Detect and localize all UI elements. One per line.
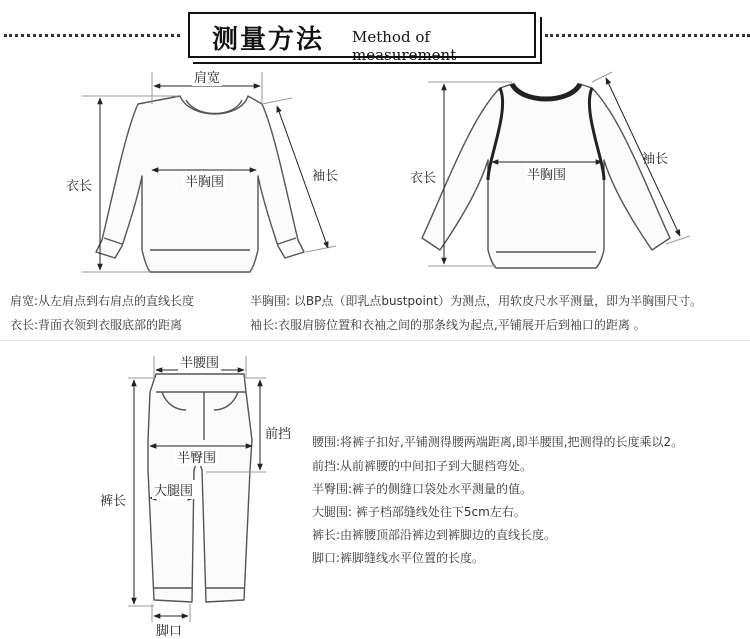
- half-chest-label: 半胸围: [183, 171, 226, 190]
- front-rise-label: 前挡: [265, 427, 292, 442]
- pants-length-description: 裤长:由裤腰顶部沿裤边到裤脚边的直线长度。: [312, 528, 557, 542]
- pants-length-label: 裤长: [100, 494, 127, 509]
- shirt-length-description: 衣长:背面衣领到衣服底部的距离: [10, 318, 183, 332]
- hem-label: 脚口: [156, 624, 183, 639]
- front-rise-description: 前挡:从前裤腰的中间扣子到大腿档弯处。: [312, 459, 533, 473]
- raglan-length-label: 衣长: [410, 171, 437, 186]
- waist-description: 腰围:将裤子扣好,平铺测得腰两端距离,即半腰围,把测得的长度乘以2。: [312, 435, 684, 449]
- title-chinese: 测量方法: [212, 25, 325, 55]
- thigh-label: 大腿围: [152, 480, 195, 499]
- half-hip-label: 半臀围: [175, 447, 218, 466]
- half-chest-description: 半胸围: 以BP点（即乳点bustpoint）为测点，用软皮尺水平测量，即为半胸围尺寸。: [250, 294, 703, 308]
- half-waist-label: 半腰围: [178, 352, 221, 371]
- raglan-sleeve-label: 袖长: [642, 152, 669, 167]
- shoulder-width-label: 肩宽: [192, 67, 222, 86]
- shoulder-width-description: 肩宽:从左肩点到右肩点的直线长度: [10, 294, 195, 308]
- raglan-half-chest-label: 半胸围: [525, 164, 568, 183]
- sleeve-length-label: 袖长: [312, 169, 339, 184]
- sleeve-length-description: 袖长:衣服肩膀位置和衣袖之间的那条线为起点,平铺展开后到袖口的距离 。: [250, 318, 646, 332]
- shirt-length-label: 衣长: [66, 179, 93, 194]
- half-hip-description: 半臀围:裤子的侧缝口袋处水平测量的值。: [312, 482, 533, 496]
- thigh-description: 大腿围: 裤子档部缝线处往下5cm左右。: [312, 505, 526, 519]
- hem-description: 脚口:裤脚缝线水平位置的长度。: [312, 551, 485, 565]
- section-divider: [0, 340, 750, 341]
- title-english: Method of measurement: [352, 28, 457, 64]
